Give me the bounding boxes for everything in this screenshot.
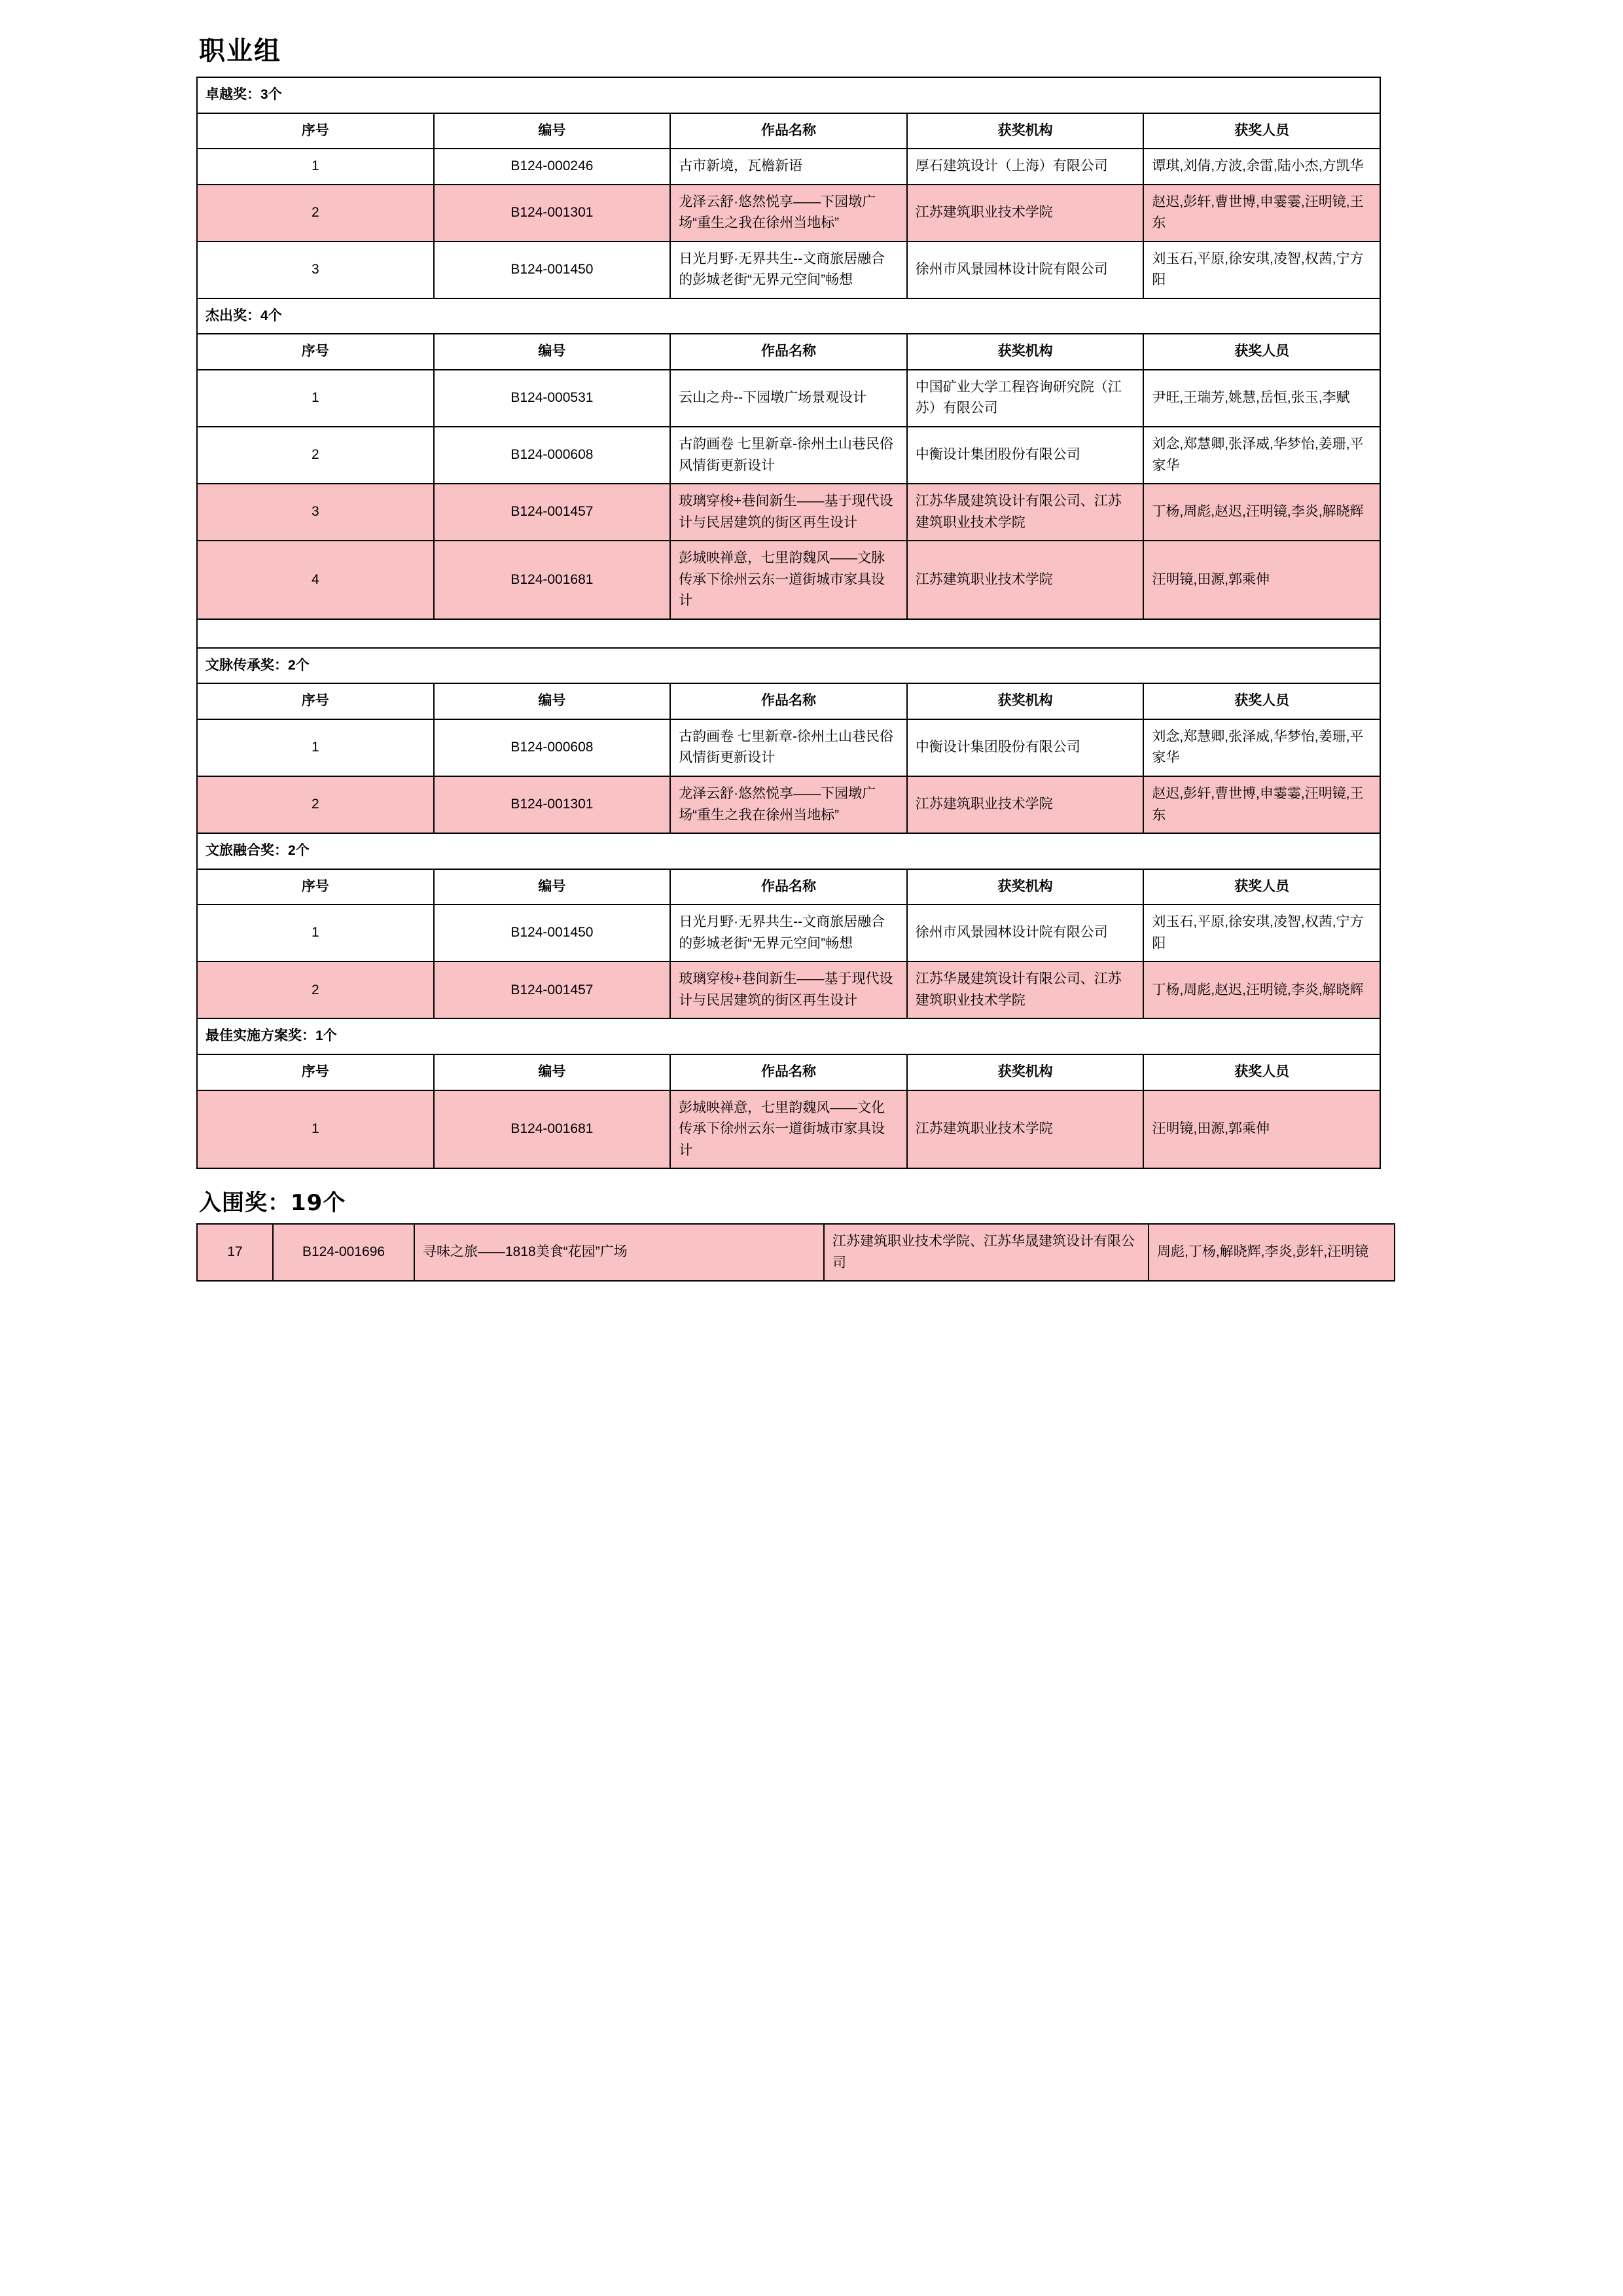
section-count: 2个	[288, 843, 310, 859]
cell-people: 刘玉石,平原,徐安琪,凌智,权茜,宁方阳	[1143, 905, 1380, 961]
table-row	[197, 427, 1380, 484]
col-header-work: 作品名称	[670, 869, 907, 905]
cell-people: 周彪,丁杨,解晓辉,李炎,彭轩,汪明镜	[1149, 1224, 1395, 1281]
col-header-index: 序号	[197, 113, 434, 149]
col-header-work: 作品名称	[670, 113, 907, 149]
cell-org: 江苏建筑职业技术学院	[907, 185, 1144, 242]
column-header-row	[197, 113, 1380, 149]
cell-org: 江苏建筑职业技术学院	[907, 1090, 1144, 1169]
col-header-work: 作品名称	[670, 683, 907, 719]
cell-org: 中衡设计集团股份有限公司	[907, 719, 1144, 776]
table-row	[197, 370, 1380, 427]
cell-work: 古市新境，瓦檐新语	[670, 149, 907, 185]
section-header	[197, 77, 1380, 113]
table-row	[197, 1090, 1380, 1169]
col-header-org: 获奖机构	[907, 683, 1144, 719]
cell-people: 刘玉石,平原,徐安琪,凌智,权茜,宁方阳	[1143, 242, 1380, 298]
cell-people: 丁杨,周彪,赵迟,汪明镜,李炎,解晓辉	[1143, 961, 1380, 1018]
cell-org: 中国矿业大学工程咨询研究院（江苏）有限公司	[907, 370, 1144, 427]
cell-code: B124-001450	[434, 905, 671, 961]
cell-code: B124-001301	[434, 185, 671, 242]
cell-work: 龙泽云舒·悠然悦享——下园墩广场“重生之我在徐州当地标”	[670, 185, 907, 242]
cell-index: 1	[197, 719, 434, 776]
cell-org: 徐州市风景园林设计院有限公司	[907, 905, 1144, 961]
cell-index: 3	[197, 242, 434, 298]
col-header-index: 序号	[197, 683, 434, 719]
section-header	[197, 1018, 1380, 1054]
cell-work: 古韵画卷 七里新章-徐州土山巷民俗风情街更新设计	[670, 427, 907, 484]
cell-work: 龙泽云舒·悠然悦享——下园墩广场“重生之我在徐州当地标”	[670, 776, 907, 833]
section-title-cell: 杰出奖：4个	[197, 298, 1380, 334]
cell-code: B124-000608	[434, 427, 671, 484]
cell-index: 4	[197, 541, 434, 619]
col-header-code: 编号	[434, 869, 671, 905]
cell-people: 赵迟,彭轩,曹世博,申霎霎,汪明镜,王东	[1143, 776, 1380, 833]
cell-index: 1	[197, 1090, 434, 1169]
awards-table-finalist	[196, 1223, 1395, 1282]
column-header-row	[197, 1054, 1380, 1090]
col-header-code: 编号	[434, 334, 671, 370]
section-count: 1个	[315, 1028, 337, 1044]
cell-index: 1	[197, 149, 434, 185]
section-name: 文旅融合奖	[205, 843, 274, 859]
col-header-org: 获奖机构	[907, 869, 1144, 905]
table-row	[197, 484, 1380, 541]
cell-org: 江苏建筑职业技术学院	[907, 776, 1144, 833]
cell-people: 汪明镜,田源,郭乘伸	[1143, 1090, 1380, 1169]
cell-code: B124-001457	[434, 961, 671, 1018]
cell-code: B124-000608	[434, 719, 671, 776]
cell-work: 彭城映禅意，七里韵魏风——文化传承下徐州云东一道街城市家具设计	[670, 1090, 907, 1169]
cell-index: 2	[197, 185, 434, 242]
col-header-people: 获奖人员	[1143, 334, 1380, 370]
col-header-org: 获奖机构	[907, 1054, 1144, 1090]
cell-people: 尹旺,王瑞芳,姚慧,岳恒,张玉,李赋	[1143, 370, 1380, 427]
cell-code: B124-000246	[434, 149, 671, 185]
cell-index: 2	[197, 961, 434, 1018]
col-header-org: 获奖机构	[907, 113, 1144, 149]
document-content	[196, 30, 1381, 1282]
col-header-work: 作品名称	[670, 334, 907, 370]
table-row	[197, 905, 1380, 961]
table-row	[197, 149, 1380, 185]
section-count: 2个	[288, 657, 310, 673]
section-gap	[197, 619, 1380, 648]
table-row	[197, 961, 1380, 1018]
section-title-cell: 卓越奖：3个	[197, 77, 1380, 113]
col-header-code: 编号	[434, 113, 671, 149]
section-header	[197, 298, 1380, 334]
section-count: 3个	[260, 87, 282, 102]
cell-work: 云山之舟--下园墩广场景观设计	[670, 370, 907, 427]
col-header-index: 序号	[197, 1054, 434, 1090]
col-header-work: 作品名称	[670, 1054, 907, 1090]
section-title-cell: 文脉传承奖：2个	[197, 648, 1380, 684]
cell-code: B124-001681	[434, 541, 671, 619]
cell-org: 厚石建筑设计（上海）有限公司	[907, 149, 1144, 185]
cell-code: B124-000531	[434, 370, 671, 427]
section-name: 杰出奖	[205, 308, 247, 323]
page-title: 职业组	[199, 36, 281, 66]
cell-org: 江苏建筑职业技术学院	[907, 541, 1144, 619]
column-header-row	[197, 334, 1380, 370]
column-header-row	[197, 683, 1380, 719]
table-row	[197, 541, 1380, 619]
cell-index: 2	[197, 427, 434, 484]
cell-work: 日光月野·无界共生--文商旅居融合的彭城老街“无界元空间”畅想	[670, 905, 907, 961]
column-header-row	[197, 869, 1380, 905]
cell-index: 17	[197, 1224, 273, 1281]
cell-work: 玻璃穿梭+巷间新生——基于现代设计与民居建筑的街区再生设计	[670, 484, 907, 541]
cell-index: 2	[197, 776, 434, 833]
col-header-people: 获奖人员	[1143, 683, 1380, 719]
table-row	[197, 776, 1380, 833]
col-header-index: 序号	[197, 334, 434, 370]
col-header-code: 编号	[434, 683, 671, 719]
cell-work: 彭城映禅意，七里韵魏风——文脉传承下徐州云东一道街城市家具设计	[670, 541, 907, 619]
cell-org: 江苏华晟建筑设计有限公司、江苏建筑职业技术学院	[907, 961, 1144, 1018]
col-header-people: 获奖人员	[1143, 869, 1380, 905]
cell-work: 日光月野·无界共生--文商旅居融合的彭城老街“无界元空间”畅想	[670, 242, 907, 298]
col-header-org: 获奖机构	[907, 334, 1144, 370]
awards-table-excellence	[196, 77, 1381, 1169]
cell-people: 汪明镜,田源,郭乘伸	[1143, 541, 1380, 619]
cell-index: 1	[197, 905, 434, 961]
section-header	[197, 833, 1380, 869]
cell-index: 3	[197, 484, 434, 541]
finalist-award-title: 入围奖：19个	[199, 1190, 346, 1217]
cell-org: 徐州市风景园林设计院有限公司	[907, 242, 1144, 298]
cell-work: 寻味之旅——1818美食“花园”广场	[414, 1224, 824, 1281]
table-row	[197, 242, 1380, 298]
section-title-cell: 最佳实施方案奖：1个	[197, 1018, 1380, 1054]
cell-work: 古韵画卷 七里新章-徐州土山巷民俗风情街更新设计	[670, 719, 907, 776]
cell-people: 谭琪,刘倩,方波,余雷,陆小杰,方凯华	[1143, 149, 1380, 185]
table-row	[197, 1224, 1395, 1281]
cell-people: 赵迟,彭轩,曹世博,申霎霎,汪明镜,王东	[1143, 185, 1380, 242]
section-count: 4个	[260, 308, 282, 323]
table-row	[197, 719, 1380, 776]
cell-code: B124-001681	[434, 1090, 671, 1169]
section-name: 卓越奖	[205, 87, 247, 102]
cell-org: 中衡设计集团股份有限公司	[907, 427, 1144, 484]
section-title-cell: 文旅融合奖：2个	[197, 833, 1380, 869]
col-header-people: 获奖人员	[1143, 1054, 1380, 1090]
table-row	[197, 185, 1380, 242]
cell-code: B124-001301	[434, 776, 671, 833]
cell-index: 1	[197, 370, 434, 427]
cell-org: 江苏建筑职业技术学院、江苏华晟建筑设计有限公司	[824, 1224, 1149, 1281]
cell-code: B124-001457	[434, 484, 671, 541]
cell-work: 玻璃穿梭+巷间新生——基于现代设计与民居建筑的街区再生设计	[670, 961, 907, 1018]
section-name: 文脉传承奖	[205, 657, 274, 673]
cell-code: B124-001696	[273, 1224, 414, 1281]
section-name: 最佳实施方案奖	[205, 1028, 302, 1044]
cell-people: 刘念,郑慧卿,张泽威,华梦怡,姜珊,平家华	[1143, 719, 1380, 776]
section-header	[197, 648, 1380, 684]
cell-code: B124-001450	[434, 242, 671, 298]
cell-people: 刘念,郑慧卿,张泽威,华梦怡,姜珊,平家华	[1143, 427, 1380, 484]
cell-people: 丁杨,周彪,赵迟,汪明镜,李炎,解晓辉	[1143, 484, 1380, 541]
col-header-index: 序号	[197, 869, 434, 905]
col-header-people: 获奖人员	[1143, 113, 1380, 149]
cell-org: 江苏华晟建筑设计有限公司、江苏建筑职业技术学院	[907, 484, 1144, 541]
col-header-code: 编号	[434, 1054, 671, 1090]
